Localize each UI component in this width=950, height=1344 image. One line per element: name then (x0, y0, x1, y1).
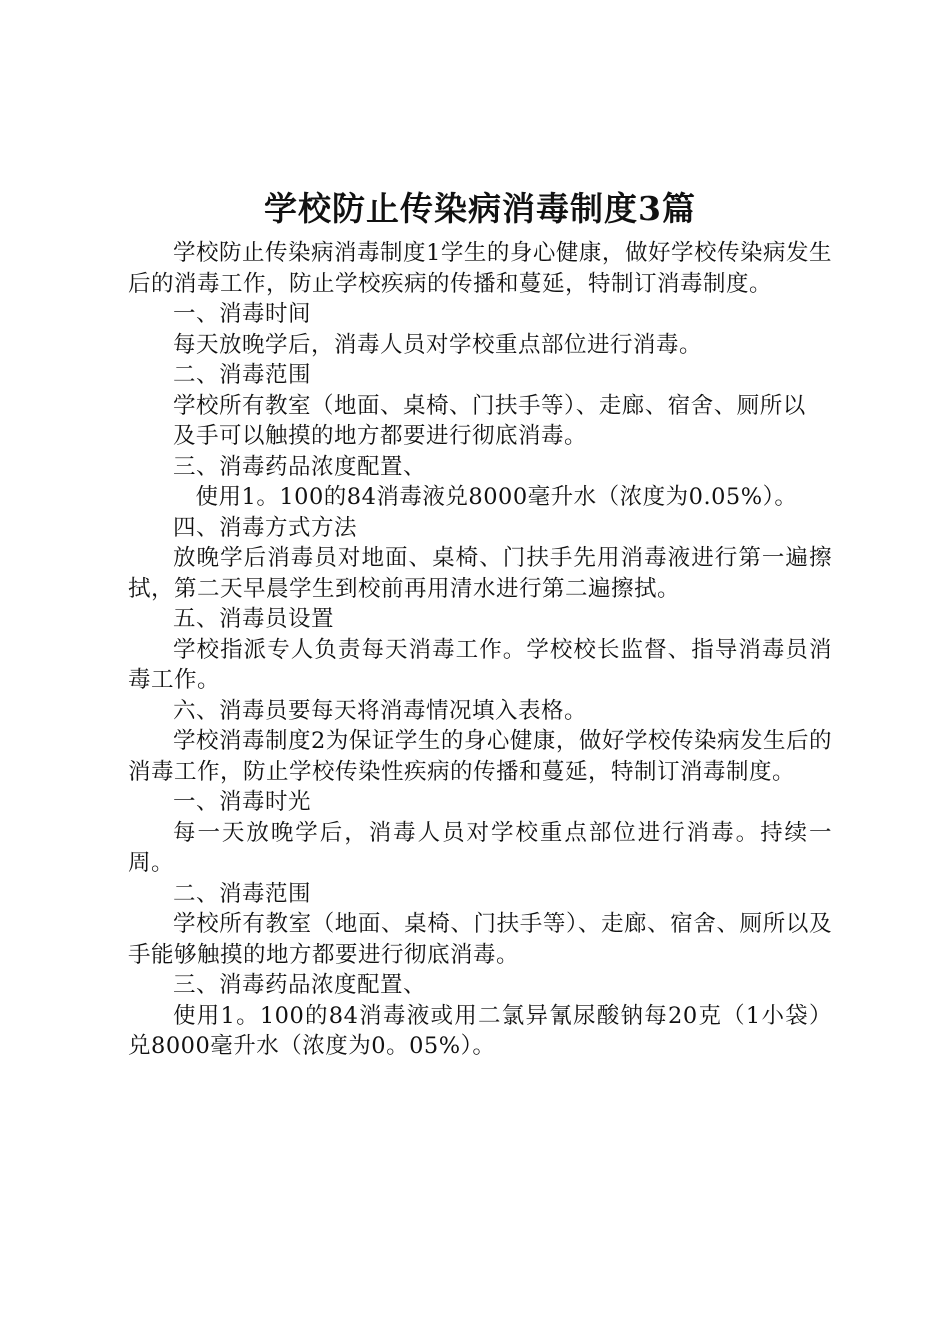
document-title: 学校防止传染病消毒制度3篇 (264, 189, 696, 228)
heading-concentration: 三、消毒药品浓度配置、 (173, 972, 427, 998)
paragraph: 放晚学后消毒员对地面、桌椅、门扶手先用消毒液进行第一遍擦拭，第二天早晨学生到校前再用清水进行第二遍擦拭。 (128, 545, 832, 602)
paragraph: 使用1。100的84消毒液兑8000毫升水（浓度为0.05%）。 (195, 484, 798, 510)
heading-disinfection-time: 一、消毒时间 (173, 301, 312, 327)
paragraph: 学校所有教室（地面、桌椅、门扶手等）、走廊、宿舍、厕所以及手能够触摸的地方都要进行彻底消毒。 (128, 911, 832, 968)
paragraph-intro-1: 学校防止传染病消毒制度1学生的身心健康，做好学校传染病发生后的消毒工作，防止学校疾病的传播和蔓延，特制订消毒制度。 (128, 240, 832, 297)
paragraph-intro-2: 学校消毒制度2为保证学生的身心健康，做好学校传染病发生后的消毒工作，防止学校传染性疾病的传播和蔓延，特制订消毒制度。 (128, 728, 832, 785)
heading-disinfection-scope: 二、消毒范围 (173, 880, 312, 907)
heading-disinfection-time: 一、消毒时光 (173, 789, 312, 815)
heading-staff: 五、消毒员设置 (173, 606, 335, 632)
paragraph: 使用1。100的84消毒液或用二氯异氰尿酸钠每20克（1小袋）兑8000毫升水（浓度为0。05%）。 (128, 1002, 832, 1059)
paragraph: 学校所有教室（地面、桌椅、门扶手等）、走廊、宿舍、厕所以 (173, 392, 806, 419)
heading-method: 四、消毒方式方法 (173, 514, 358, 541)
paragraph: 及手可以触摸的地方都要进行彻底消毒。 (173, 423, 588, 449)
heading-record: 六、消毒员要每天将消毒情况填入表格。 (173, 697, 588, 724)
paragraph: 每天放晚学后，消毒人员对学校重点部位进行消毒。 (173, 331, 703, 358)
paragraph: 每一天放晚学后，消毒人员对学校重点部位进行消毒。持续一周。 (128, 819, 832, 876)
heading-disinfection-scope: 二、消毒范围 (173, 362, 312, 388)
heading-concentration: 三、消毒药品浓度配置、 (173, 453, 427, 480)
document-page (128, 186, 832, 1062)
paragraph: 学校指派专人负责每天消毒工作。学校校长监督、指导消毒员消毒工作。 (128, 636, 832, 693)
